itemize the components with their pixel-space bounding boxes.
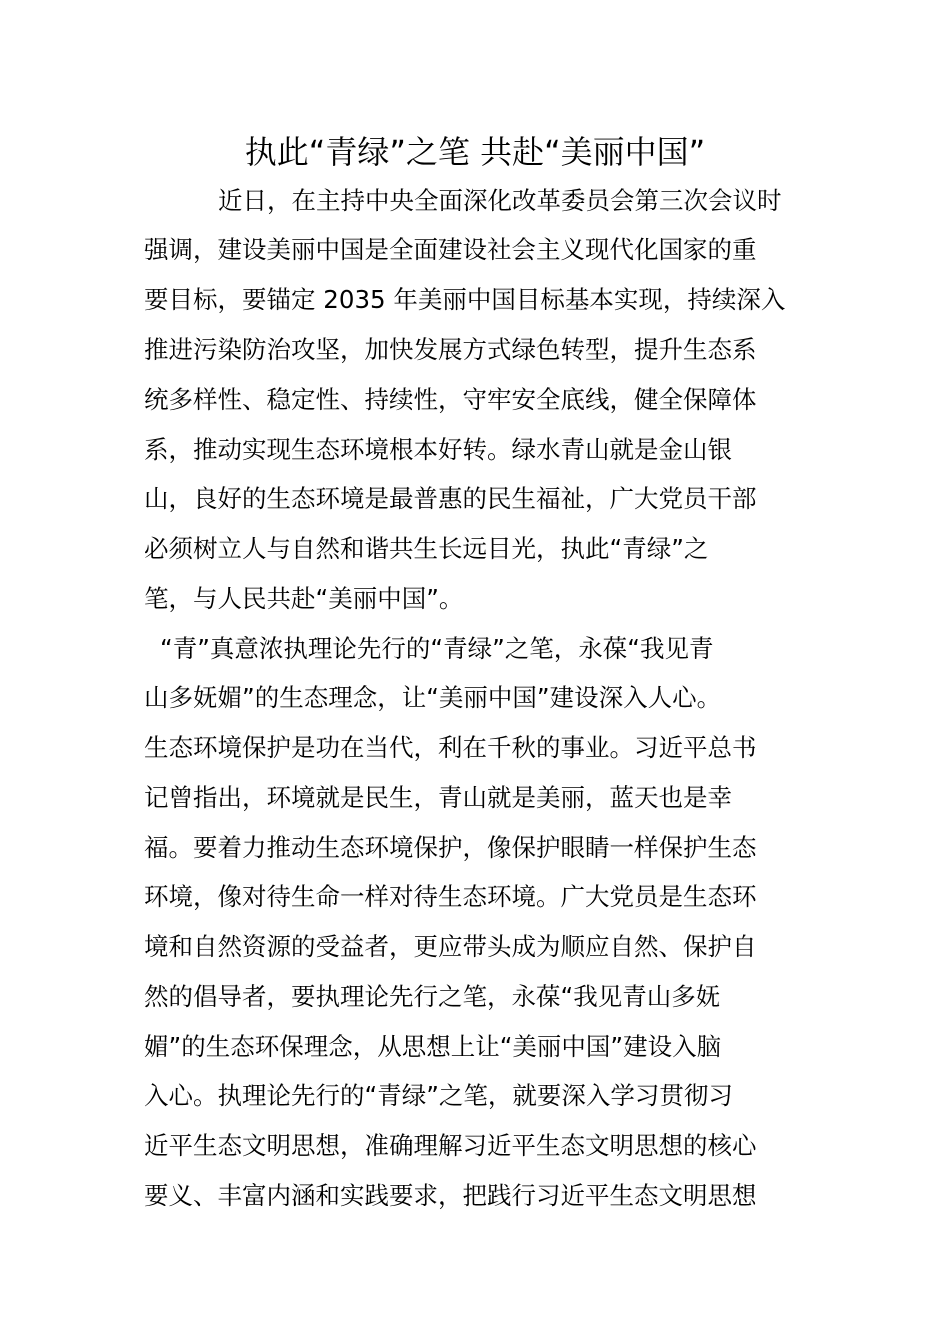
paragraph-line: 必须树立人与自然和谐共生长远目光，执此“青绿”之: [144, 534, 709, 563]
paragraph-line: 山多妩媚”的生态理念，让“美丽中国”建设深入人心。: [144, 683, 722, 712]
paragraph-line: 笔，与人民共赴“美丽中国”。: [144, 584, 464, 613]
paragraph-line: “青”真意浓执理论先行的“青绿”之笔，永葆“我见青: [160, 634, 714, 663]
paragraph-line: 推进污染防治攻坚，加快发展方式绿色转型，提升生态系: [144, 335, 757, 364]
paragraph-line: 近日，在主持中央全面深化改革委员会第三次会议时: [218, 186, 782, 215]
paragraph-line: 境和自然资源的受益者，更应带头成为顺应自然、保护自: [144, 932, 757, 961]
paragraph-line: 入心。执理论先行的“青绿”之笔，就要深入学习贯彻习: [144, 1081, 733, 1110]
paragraph-line: 统多样性、稳定性、持续性，守牢安全底线，健全保障体: [144, 385, 757, 414]
paragraph-line: 然的倡导者，要执理论先行之笔，永葆“我见青山多妩: [144, 982, 721, 1011]
paragraph-line: 山，良好的生态环境是最普惠的民生福祉，广大党员干部: [144, 484, 757, 513]
paragraph-line: 福。要着力推动生态环境保护，像保护眼睛一样保护生态: [144, 833, 757, 862]
paragraph-line: 近平生态文明思想，准确理解习近平生态文明思想的核心: [144, 1131, 757, 1160]
paragraph-line: 要目标，要锚定 2035 年美丽中国目标基本实现，持续深入: [144, 285, 786, 314]
paragraph-line: 强调，建设美丽中国是全面建设社会主义现代化国家的重: [144, 235, 757, 264]
paragraph-line: 生态环境保护是功在当代，利在千秋的事业。习近平总书: [144, 733, 757, 762]
paragraph-line: 环境，像对待生命一样对待生态环境。广大党员是生态环: [144, 882, 757, 911]
paragraph-line: 记曾指出，环境就是民生，青山就是美丽，蓝天也是幸: [144, 783, 732, 812]
document-title: 执此“青绿”之笔 共赴“美丽中国”: [244, 133, 706, 171]
paragraph-line: 系，推动实现生态环境根本好转。绿水青山就是金山银: [144, 435, 732, 464]
paragraph-line: 要义、丰富内涵和实践要求，把践行习近平生态文明思想: [144, 1181, 757, 1210]
paragraph-line: 媚”的生态环保理念，从思想上让“美丽中国”建设入脑: [144, 1032, 722, 1061]
